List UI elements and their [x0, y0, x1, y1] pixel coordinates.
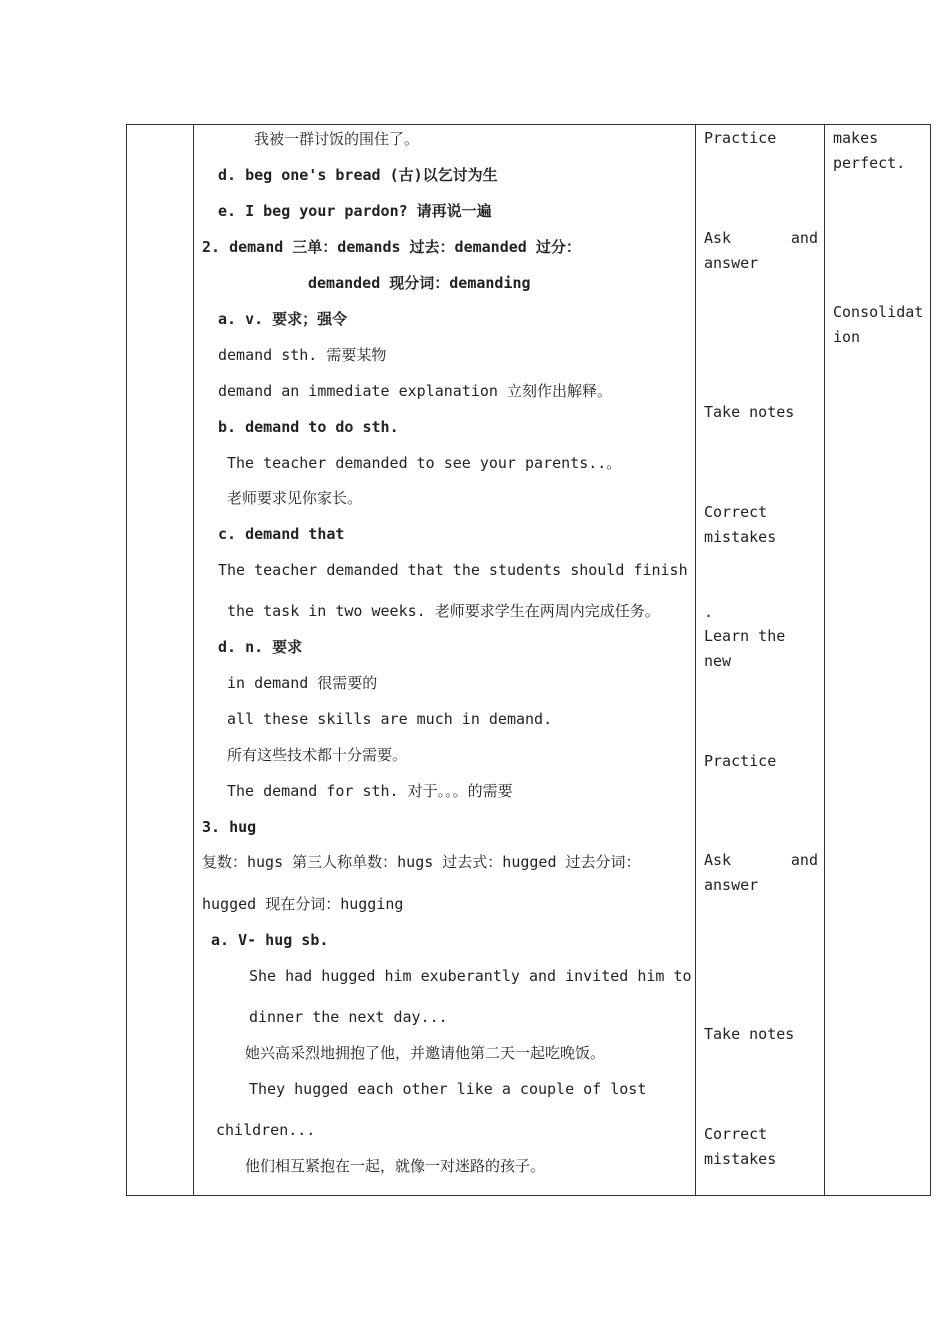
content-line: demanded 现分词：demanding: [308, 274, 531, 292]
content-line: b. demand to do sth.: [218, 418, 399, 436]
activity-label: mistakes: [704, 528, 777, 546]
lesson-table: [126, 124, 931, 1196]
content-line: 所有这些技术都十分需要。: [227, 746, 408, 764]
activity-label: [704, 848, 818, 873]
content-heading: 2. demand 三单：demands 过去：demanded 过分：: [202, 238, 581, 256]
column-divider: [824, 125, 825, 1195]
content-line: dinner the next day...: [249, 1008, 448, 1026]
activity-label: .: [704, 603, 714, 621]
content-line: 复数：hugs 第三人称单数：hugs 过去式：hugged 过去分词：: [202, 853, 641, 871]
activity-label: answer: [704, 876, 759, 894]
content-line: the task in two weeks. 老师要求学生在两周内完成任务。: [227, 602, 660, 620]
content-line: all these skills are much in demand.: [227, 710, 553, 728]
content-line: 我被一群讨饭的围住了。: [254, 130, 420, 148]
content-line: The teacher demanded to see your parents..。: [227, 454, 622, 472]
activity-word: Ask: [704, 851, 732, 869]
purpose-label: perfect.: [833, 154, 906, 172]
content-line: children...: [216, 1121, 316, 1139]
content-line: 老师要求见你家长。: [227, 489, 363, 507]
content-line: d. n. 要求: [218, 638, 303, 656]
activity-label: Take notes: [704, 403, 795, 421]
activity-label: Correct: [704, 503, 768, 521]
activity-label: mistakes: [704, 1150, 777, 1168]
activity-word: and: [790, 851, 818, 869]
purpose-label: Consolidat: [833, 303, 924, 321]
content-line: The teacher demanded that the students should finish: [218, 561, 688, 579]
activity-label: Learn the new: [704, 627, 786, 670]
activity-word: and: [790, 229, 818, 247]
content-line: demand an immediate explanation 立刻作出解释。: [218, 382, 612, 400]
activity-label: Take notes: [704, 1025, 795, 1043]
content-line: She had hugged him exuberantly and invited him to: [249, 967, 692, 985]
content-line: e. I beg your pardon? 请再说一遍: [218, 202, 492, 220]
content-line: 她兴高采烈地拥抱了他，并邀请他第二天一起吃晚饭。: [245, 1044, 606, 1062]
content-line: in demand 很需要的: [227, 674, 378, 692]
activity-label: Practice: [704, 752, 777, 770]
content-line: They hugged each other like a couple of lost: [249, 1080, 647, 1098]
activity-label: [704, 226, 818, 251]
content-line: c. demand that: [218, 525, 345, 543]
content-line: demand sth. 需要某物: [218, 346, 387, 364]
content-line: hugged 现在分词：hugging: [202, 895, 404, 913]
content-cell: [127, 125, 695, 1195]
activity-word: Ask: [704, 229, 732, 247]
content-line: a. V- hug sb.: [211, 931, 329, 949]
content-line: d. beg one's bread (古)以乞讨为生: [218, 166, 498, 184]
activity-label: Correct: [704, 1125, 768, 1143]
activity-label: Practice: [704, 129, 777, 147]
activity-label: answer: [704, 254, 759, 272]
content-line: The demand for sth. 对于。。。的需要: [227, 782, 513, 800]
purpose-label: makes: [833, 129, 879, 147]
content-heading: 3. hug: [202, 818, 257, 836]
column-divider: [695, 125, 696, 1195]
purpose-label: ion: [833, 328, 861, 346]
content-line: 他们相互紧抱在一起，就像一对迷路的孩子。: [245, 1157, 546, 1175]
content-line: a. v. 要求；强令: [218, 310, 348, 328]
